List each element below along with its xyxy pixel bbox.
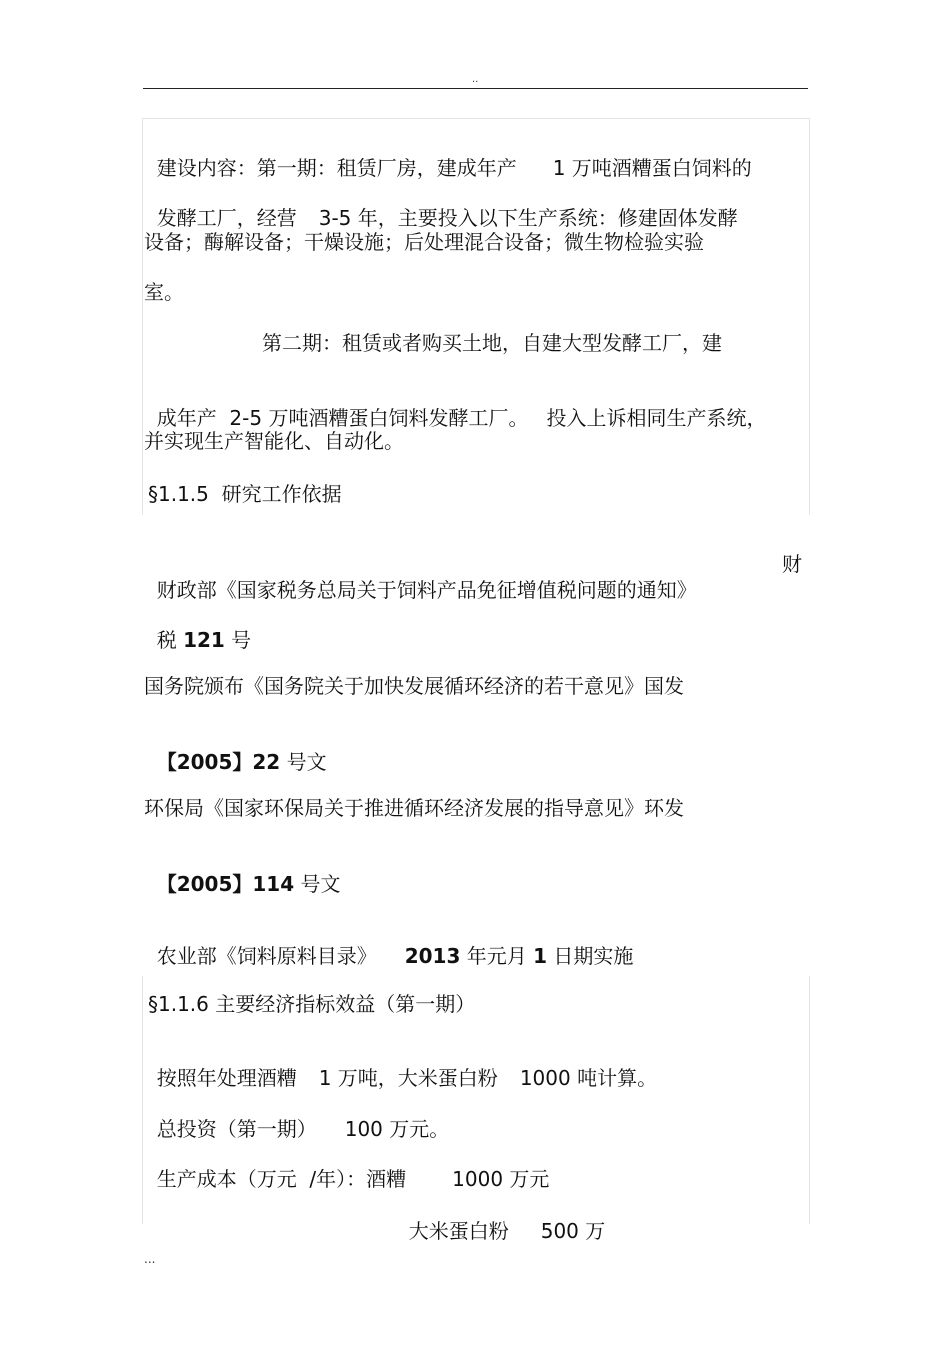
scope-line-3: 设备；酶解设备；干燥设施；后处理混合设备；微生物检验实验 — [144, 230, 704, 254]
basis-item-4: 农业部《饲料原料目录》 2013 年元月 1 日期实施 — [156, 944, 634, 968]
basis-item-4-title: 农业部《饲料原料目录》 — [156, 944, 377, 968]
header-rule — [143, 88, 808, 89]
basis-item-1-number: 121 — [183, 628, 225, 652]
section-heading-1-1-6: §1.1.6 主要经济指标效益（第一期） — [148, 992, 476, 1016]
section-heading-1-1-5: §1.1.5 研究工作依据 — [148, 482, 342, 506]
basis-item-3-line-1: 环保局《国家环保局关于推进循环经济发展的指导意见》环发 — [144, 796, 684, 820]
basis-item-2-number: 【2005】22 — [156, 750, 281, 774]
scope-line-2 — [144, 179, 738, 231]
basis-item-1-line-2: 税 121 号 — [156, 628, 252, 652]
basis-item-2-line-1: 国务院颁布《国务院关于加快发展循环经济的若干意见》国发 — [144, 674, 684, 698]
basis-item-1-line-1 — [144, 551, 697, 603]
basis-item-3-line-2: 【2005】114 号文 — [156, 872, 341, 896]
header-dots: .. — [472, 74, 479, 85]
scope-line-6 — [144, 379, 766, 431]
scope-line-6-a: 成年产 2-5 万吨酒糟蛋白饲料发酵工厂。 — [156, 406, 529, 430]
basis-item-1-title: 财政部《国家税务总局关于饲料产品免征增值税问题的通知》 — [156, 578, 697, 602]
indicator-line-2: 总投资（第一期） 100 万元。 — [156, 1117, 450, 1141]
scope-line-7: 并实现生产智能化、自动化。 — [144, 429, 404, 453]
basis-item-1-doc-prefix: 财 — [782, 552, 802, 576]
scope-line-1-b: 1 万吨酒糟蛋白饲料的 — [552, 156, 752, 180]
basis-item-4-year: 2013 — [404, 944, 461, 968]
scope-line-1 — [144, 129, 752, 181]
footer-dots: ... — [144, 1252, 156, 1266]
scope-line-6-b: 投入上诉相同生产系统， — [546, 406, 767, 430]
scope-line-1-a: 建设内容：第一期：租赁厂房，建成年产 — [156, 156, 517, 180]
scope-line-2-b: 3-5 年，主要投入以下生产系统：修建固体发酵 — [318, 206, 738, 230]
scope-line-4: 室。 — [144, 280, 184, 304]
scope-line-2-a: 发酵工厂，经营 — [156, 206, 297, 230]
indicator-line-1: 按照年处理酒糟 1 万吨，大米蛋白粉 1000 吨计算。 — [156, 1066, 658, 1090]
indicator-line-3: 生产成本（万元 /年）：酒糟 1000 万元 — [156, 1167, 550, 1191]
basis-item-3-number: 【2005】114 — [156, 872, 295, 896]
basis-item-4-day: 1 — [533, 944, 548, 968]
scope-line-5: 第二期：租赁或者购买土地，自建大型发酵工厂，建 — [262, 331, 722, 355]
indicator-line-4: 大米蛋白粉 500 万 — [408, 1219, 606, 1243]
basis-item-2-line-2: 【2005】22 号文 — [156, 750, 327, 774]
